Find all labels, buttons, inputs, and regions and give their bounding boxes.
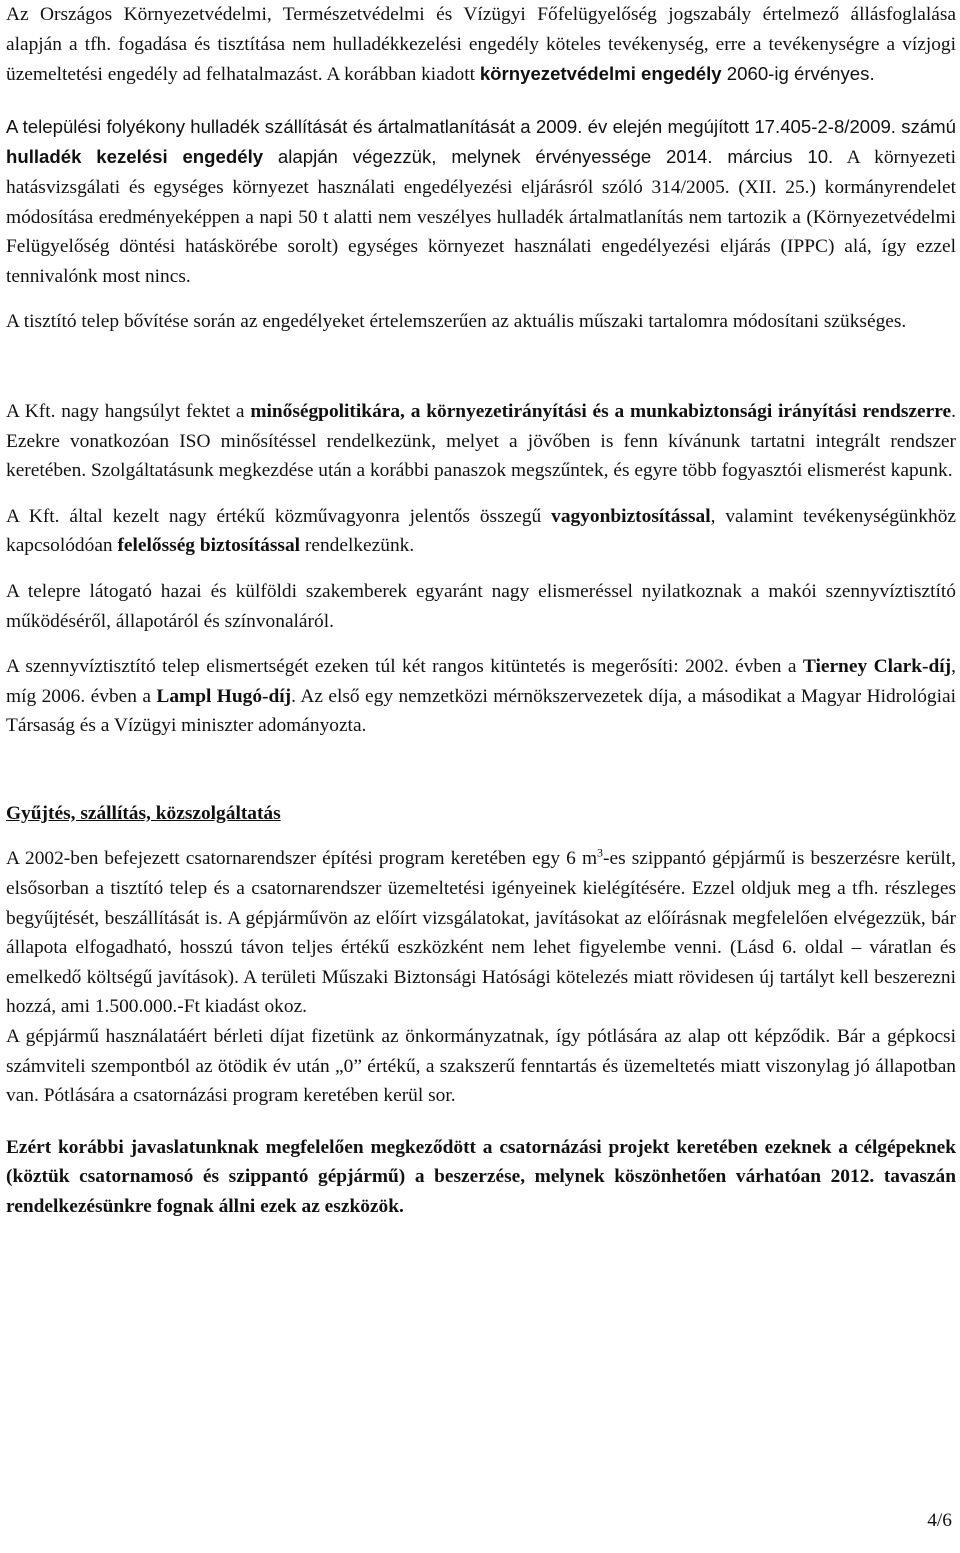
paragraph-awards	[6, 652, 956, 741]
paragraph-text: A szennyvíztisztító telep elismertségét ezeken túl két rangos kitüntetés is megerősíti: 2002. évben a	[6, 656, 803, 678]
paragraph-text: , míg 2006. évben a	[6, 656, 956, 707]
paragraph-text: A települési folyékony hulladék szállítását és ártalmatlanítását a 2009. év elején megújított 17.405-2-8/2009. számú	[6, 115, 956, 137]
paragraph-text: . Ezekre vonatkozóan ISO minősítéssel rendelkezünk, melyet a jövőben is fenn kívánunk tartatni integrált rendszer keretében. Szolgáltatásunk megkezdése után a korábbi panaszok megszűntek, és egyre több fogyasztói elismerést kapunk.	[6, 400, 956, 482]
paragraph-visitors: A telepre látogató hazai és külföldi szakemberek egyaránt nagy elismeréssel nyilatkoznak a makói szennyvíztisztító működéséről, állapotáról és színvonaláról.	[6, 580, 956, 632]
paragraph-text: alapján végezzük, melynek érvényessége 2014. március 10.	[263, 146, 834, 168]
paragraph-text: rendelkezünk.	[300, 535, 415, 557]
paragraph-text: -es szippantó gépjármű is beszerzésre került, elsősorban a tisztító telep és a csatornarendszer üzemeltetési igényeinek kielégítésére. Ezzel oldjuk meg a tfh. részleges begyűjtését, beszállítását is. A gépjárművön az előírt vizsgálatokat, javításokat az előírásnak megfelelően elvégezzük, bár állapota elfogadható, hosszú távon teljes értékű eszközként nem lehet figyelembe venni. (Lásd 6. oldal – váratlan és emelkedő költségű javítások). A területi Műszaki Biztonsági Hatósági kötelezés miatt rövidesen új tartályt kell beszerezni hozzá, ami 1.500.000.-Ft kiadást okoz.	[6, 848, 956, 1018]
paragraph-text: A Kft. által kezelt nagy értékű közművagyonra jelentős összegű	[6, 505, 552, 527]
paragraph-vehicle-rental: A gépjármű használatáért bérleti díjat fizetünk az önkormányzatnak, így pótlására az alap ott képződik. Bár a gépkocsi számviteli szempontból az ötödik év után „0” értékű, a szakszerű fenntartás és üzemeltetés miatt viszonylag jó állapotban van. Pótlására a csatornázási program keretében kerül sor.	[6, 1026, 956, 1107]
paragraph-insurance	[6, 502, 956, 561]
paragraph-plant-expansion: A tisztító telep bővítése során az engedélyeket értelemszerűen az aktuális műszaki tartalomra módosítani szükséges.	[6, 311, 907, 333]
paragraph-waste-permit	[6, 112, 956, 292]
paragraph-text: . Az első egy nemzetközi mérnökszervezetek díja, a másodikat a Magyar Hidrológiai Társaság és a Vízügyi miniszter adományozta.	[6, 685, 956, 737]
paragraph-text: A 2002-ben befejezett csatornarendszer építési program keretében egy 6 m	[6, 848, 598, 870]
section-heading: Gyűjtés, szállítás, közszolgáltatás	[6, 802, 281, 824]
paragraph-text: A környezeti hatásvizsgálati és egységes környezet használati engedélyezési eljárásról szóló 314/2005. (XII. 25.) kormányrendelet módosítása eredményeképpen a napi 50 t alatti nem veszélyes hulladék ártalmatlanítás nem tartozik a (Környezetvédelmi Felügyelőség döntési hatáskörébe sorolt) egységes környezet használati engedélyezési eljárás (IPPC) alá, így ezzel tennivalónk most nincs.	[6, 147, 956, 287]
paragraph-collection-vehicle	[6, 844, 956, 1022]
bold-phrase: Lampl Hugó-díj	[156, 685, 292, 707]
bold-phrase: vagyonbiztosítással	[551, 505, 711, 527]
paragraph-quality-policy	[6, 397, 956, 486]
bold-phrase: minőségpolitikára, a környezetirányítási és a munkabiztonsági irányítási rendszerre	[250, 400, 952, 422]
bold-phrase: környezetvédelmi engedély	[479, 63, 722, 85]
page-number: 4/6	[927, 1510, 952, 1531]
bold-phrase: Tierney Clark-díj	[802, 656, 952, 678]
bold-phrase: felelősség biztosítással	[117, 535, 301, 557]
bold-phrase: hulladék kezelési engedély	[6, 146, 264, 168]
paragraph-procurement: Ezért korábbi javaslatunknak megfelelően megkeződött a csatornázási projekt keretében ezeknek a célgépeknek (köztük csatornamosó és szippantó gépjármű) a beszerzése, melynek köszönhetően várhatóan 2012. tavaszán rendelkezésünkre fognak állni ezek az eszközök.	[6, 1136, 956, 1217]
paragraph-environmental-permit	[6, 0, 956, 90]
paragraph-text: 2060-ig érvényes.	[721, 63, 875, 85]
document-page	[6, 0, 956, 1222]
superscript: 3	[597, 846, 604, 860]
paragraph-text: , valamint tevékenységünkhöz kapcsolódóan	[6, 505, 957, 557]
paragraph-text: A Kft. nagy hangsúlyt fektet a	[6, 400, 251, 422]
paragraph-text: Az Országos Környezetvédelmi, Természetvédelmi és Vízügyi Főfelügyelőség jogszabály értelmező állásfoglalása alapján a tfh. fogadása és tisztítása nem hulladékkezelési engedély köteles tevékenység, erre a tevékenységre a vízjogi üzemeltetési engedély ad felhatalmazást. A korábban kiadott	[6, 4, 956, 86]
